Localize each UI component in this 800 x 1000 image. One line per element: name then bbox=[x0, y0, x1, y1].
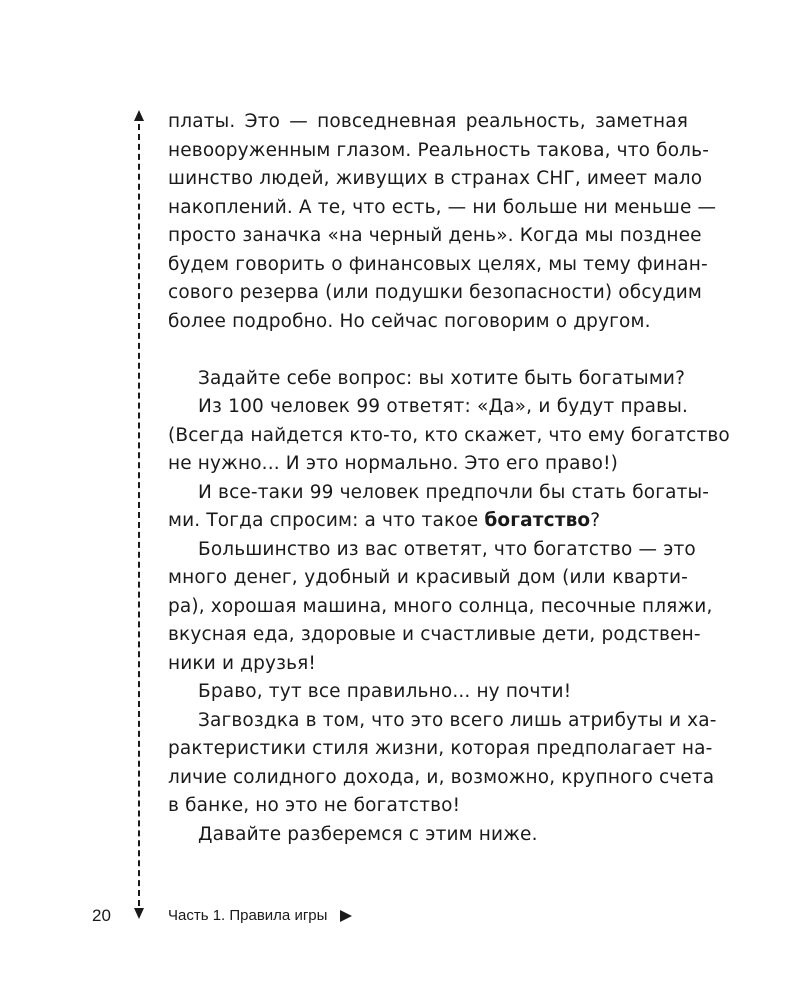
text-fragment: ? bbox=[590, 510, 601, 531]
text-line: в банке, но это не богатство! bbox=[168, 795, 461, 816]
page-number: 20 bbox=[92, 906, 111, 925]
text-line bbox=[168, 507, 688, 536]
dashed-margin-line bbox=[138, 124, 140, 906]
text-line: не нужно... И это нормально. Это его право!) bbox=[168, 453, 619, 474]
arrow-down-icon bbox=[134, 908, 144, 919]
text-line: Давайте разберемся с этим ниже. bbox=[198, 823, 538, 845]
text-line: просто заначка «на черный день». Когда мы позднее bbox=[168, 225, 702, 246]
text-line: Задайте себе вопрос: вы хотите быть богатыми? bbox=[198, 367, 686, 389]
text-line: невооруженным глазом. Реальность такова, что боль- bbox=[168, 139, 710, 161]
text-line: Большинство из вас ответят, что богатство — это bbox=[198, 538, 696, 560]
text-line: Браво, тут все правильно... ну почти! bbox=[198, 681, 572, 702]
text-line: Загвоздка в том, что это всего лишь атрибуты и ха- bbox=[198, 709, 717, 731]
paragraph-gap bbox=[168, 336, 688, 365]
arrow-up-icon bbox=[134, 110, 144, 121]
text-line: сового резерва (или подушки безопасности) обсудим bbox=[168, 282, 702, 303]
body-text bbox=[168, 108, 730, 849]
text-line: накоплений. А те, что есть, — ни больше ни меньше — bbox=[168, 196, 717, 218]
text-line: Из 100 человек 99 ответят: «Да», и будут правы. bbox=[198, 396, 688, 417]
text-line: более подробно. Но сейчас поговорим о другом. bbox=[168, 310, 651, 332]
section-title: Часть 1. Правила игры bbox=[168, 907, 328, 924]
text-line: ники и друзья! bbox=[168, 652, 316, 674]
text-line: шинство людей, живущих в странах СНГ, имеет мало bbox=[168, 168, 703, 189]
bold-term: богатство bbox=[484, 510, 591, 531]
play-arrow-icon bbox=[340, 910, 352, 922]
text-line: платы. Это — повседневная реальность, заметная bbox=[168, 111, 688, 132]
text-fragment: ми. Тогда спросим: а что такое bbox=[168, 510, 485, 531]
text-line: вкусная еда, здоровые и счастливые дети, родствен- bbox=[168, 624, 701, 645]
text-line: много денег, удобный и красивый дом (или кварти- bbox=[168, 567, 688, 588]
text-line: рактеристики стиля жизни, которая предполагает на- bbox=[168, 738, 713, 759]
text-line: (Всегда найдется кто-то, кто скажет, что ему богатство bbox=[168, 424, 730, 446]
text-line: личие солидного дохода, и, возможно, крупного счета bbox=[168, 766, 715, 788]
text-line: ра), хорошая машина, много солнца, песочные пляжи, bbox=[168, 595, 713, 617]
text-line: И все-таки 99 человек предпочли бы стать богаты- bbox=[198, 481, 710, 503]
text-line: будем говорить о финансовых целях, мы тему финан- bbox=[168, 253, 708, 275]
